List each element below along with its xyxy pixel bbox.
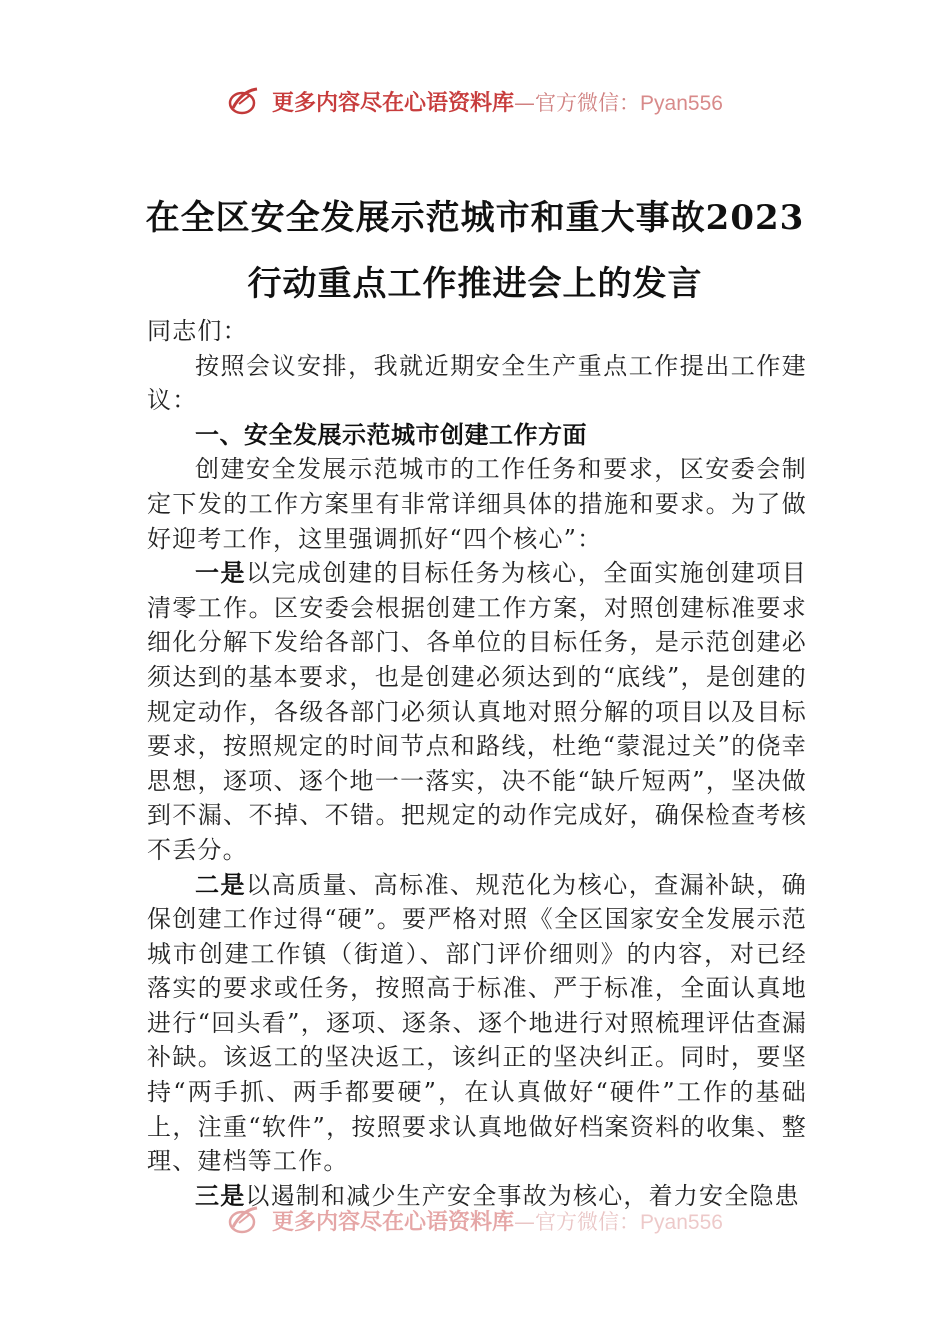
watermark-dash: —: [514, 91, 536, 115]
watermark-wechat-label: 官方微信：: [535, 1210, 641, 1234]
document-body: [147, 314, 807, 1213]
section1-paragraph: 创建安全发展示范城市的工作任务和要求，区安委会制定下发的工作方案里有非常详细具体的措施和要求。为了做好迎考工作，这里强调抓好“四个核心”：: [147, 455, 807, 553]
point-text-1: 以完成创建的目标任务为核心，全面实施创建项目清零工作。区安委会根据创建工作方案，对照创建标准要求细化分解下发给各部门、各单位的目标任务，是示范创建必须达到的基本要求，也是创建必须达到的“底线”，是创建的规定动作，各级各部门必须认真地对照分解的项目以及目标要求，按照规定的时间节点和路线，杜绝“蒙混过关”的侥幸思想，逐项、逐个地一一落实，决不能“缺斤短两”，坚决做到不漏、不掉、不错。把规定的动作完成好，确保检查考核不丢分。: [147, 559, 807, 864]
watermark-dash: —: [514, 1210, 536, 1234]
brand-logo-icon: [227, 1205, 261, 1241]
brand-logo-icon: [227, 86, 261, 122]
point-lead-2: 二是: [195, 870, 247, 899]
point-lead-1: 一是: [195, 559, 247, 588]
footer-watermark: [0, 1205, 950, 1241]
watermark-wechat-id: Pyan556: [640, 1211, 723, 1234]
watermark-wechat-id: Pyan556: [640, 92, 723, 115]
point-text-3: 以遏制和减少生产安全事故为核心，着力安全隐患: [245, 1181, 800, 1210]
salutation: 同志们：: [147, 317, 248, 345]
point-text-2: 以高质量、高标准、规范化为核心，查漏补缺，确保创建工作过得“硬”。要严格对照《全区国家安全发展示范城市创建工作镇（街道）、部门评价细则》的内容，对已经落实的要求或任务，按照高于标准、严于标准，全面认真地进行“回头看”，逐项、逐条、逐个地进行对照梳理评估查漏补缺。该返工的坚决返工，该纠正的坚决纠正。同时，要坚持“两手抓、两手都要硬”，在认真做好“硬件”工作的基础上，注重“软件”，按照要求认真地做好档案资料的收集、整理、建档等工作。: [147, 870, 807, 1176]
intro-paragraph: 按照会议安排，我就近期安全生产重点工作提出工作建议：: [147, 351, 807, 415]
point-lead-3: 三是: [195, 1181, 246, 1210]
watermark-main-text: 更多内容尽在心语资料库: [272, 90, 515, 116]
watermark-main-text: 更多内容尽在心语资料库: [272, 1209, 515, 1235]
document-title-line2: 行动重点工作推进会上的发言: [247, 264, 703, 304]
section-heading-1: 一、安全发展示范城市创建工作方面: [195, 420, 587, 449]
point-paragraph-2: [147, 868, 807, 1179]
watermark-wechat-label: 官方微信：: [535, 91, 641, 115]
point-paragraph-1: [147, 556, 807, 867]
header-watermark: [0, 86, 950, 122]
document-title-line1: 在全区安全发展示范城市和重大事故2023: [145, 198, 805, 238]
